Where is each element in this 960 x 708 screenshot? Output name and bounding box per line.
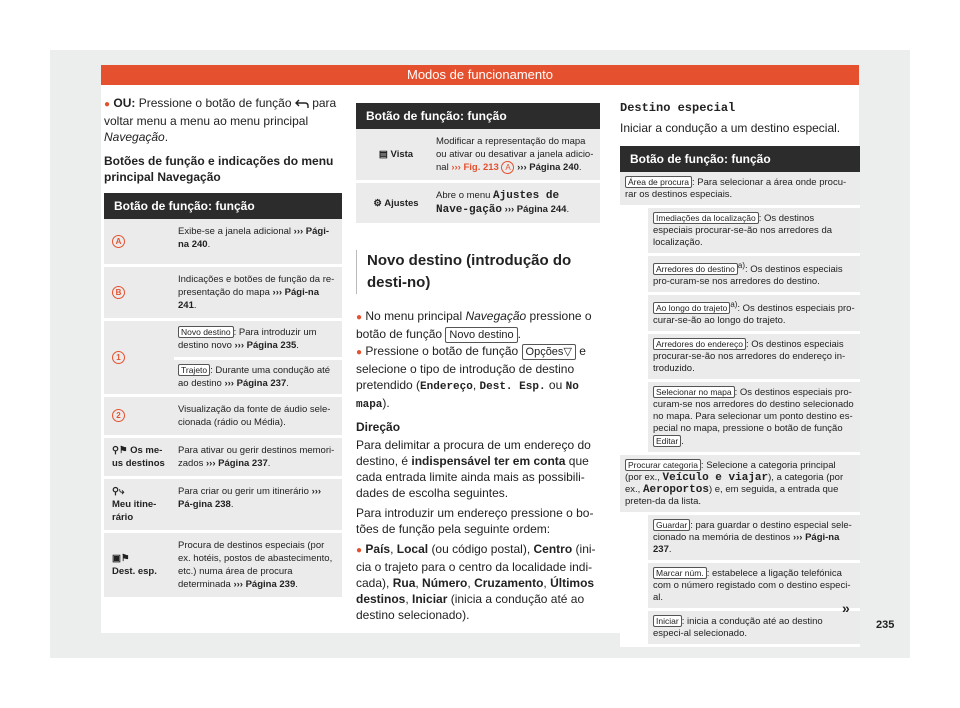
table-row: Área de procura : Para selecionar a área onde procu-rar os destinos especiais. bbox=[620, 172, 860, 208]
function-table-body bbox=[104, 219, 342, 600]
itinerary-icon: ⚲⤷ bbox=[112, 486, 125, 497]
table-row: Marcar núm. : estabelece a ligação telefónica com o número registado com o destino especi-al. bbox=[648, 563, 860, 611]
table-row: Iniciar : inicia a condução até ao destino especi-al selecionado. bbox=[648, 611, 860, 647]
table-title: Botão de função: função bbox=[356, 103, 600, 129]
table-row: ▤ Vista Modificar a representação do mapa ou ativar ou desativar a janela adicio-nal ››› Fig. 213 A ››› Página 240. bbox=[356, 129, 600, 183]
table-row: Arredores do endereço : Os destinos especiais procurar-se-ão nos arredores do endereço in-troduzido. bbox=[648, 334, 860, 382]
function-table-2 bbox=[356, 129, 600, 226]
start-button[interactable]: Iniciar bbox=[653, 615, 682, 627]
back-arrow-icon bbox=[295, 99, 309, 109]
table-row: Guardar : para guardar o destino especial sele-cionado na memória de destinos ››› Pági-na 237. bbox=[648, 515, 860, 563]
section-title-box bbox=[356, 250, 600, 294]
column-1 bbox=[104, 95, 342, 600]
table-row: ⚲⚑ Os me-us destinos Para ativar ou gerir destinos memori-zados ››› Página 237. bbox=[104, 438, 342, 479]
callout-b: B bbox=[112, 286, 125, 299]
function-table-1 bbox=[104, 193, 342, 600]
search-category-button[interactable]: Procurar categoria bbox=[625, 459, 701, 471]
save-button[interactable]: Guardar bbox=[653, 519, 690, 531]
my-destinations-icon: ⚲⚑ bbox=[112, 445, 128, 456]
step-1: ● No menu principal Navegação pressione o botão de função Novo destino . bbox=[356, 309, 592, 342]
poi-intro: Iniciar a condução a um destino especial. bbox=[620, 121, 841, 135]
new-destination-button[interactable]: Novo destino bbox=[445, 327, 517, 343]
near-address-button[interactable]: Arredores do endereço bbox=[653, 338, 746, 350]
table-row: 2 Visualização da fonte de áudio sele-cionada (rádio ou Média). bbox=[104, 397, 342, 438]
table-row: 1 Novo destino : Para introduzir um destino novo ››› Página 235. Trajeto : Durante uma condução até ao destino ››› Página 237. bbox=[104, 321, 342, 397]
route-button[interactable]: Trajeto bbox=[178, 364, 210, 376]
header-title: Modos de funcionamento bbox=[407, 67, 553, 82]
table-row: ⚲⤷ Meu itine-rário Para criar ou gerir um itinerário ››› Pá-gina 238. bbox=[104, 479, 342, 533]
table-row: ▣⚑ Dest. esp. Procura de destinos especiais (por ex. hotéis, postos de abastecimento, etc.) numa área de procura determinada ››› Página 239. bbox=[104, 533, 342, 600]
new-destination-button[interactable]: Novo destino bbox=[178, 326, 234, 338]
settings-icon: ⚙ bbox=[373, 197, 382, 209]
page-number: 235 bbox=[876, 619, 895, 631]
step-2: ● Pressione o botão de função Opções▽ e selecione o tipo de introdução de destino pretendido (Endereço, Dest. Esp. ou No mapa). bbox=[356, 344, 586, 412]
nearby-location-button[interactable]: Imediações da localização bbox=[653, 212, 759, 224]
table-row: Arredores do destino $^{a)}$: Os destinos especiais pro-curam-se nos arredores do destino. bbox=[648, 256, 860, 295]
select-on-map-button[interactable]: Selecionar no mapa bbox=[653, 386, 735, 398]
column-3 bbox=[620, 100, 860, 647]
table-row: Ao longo do trajeto $^{a)}$: Os destinos especiais pro-curar-se-ão ao longo do trajeto. bbox=[648, 295, 860, 334]
table-row: Imediações da localização : Os destinos especiais procurar-se-ão nos arredores da localização. bbox=[648, 208, 860, 256]
table-title: Botão de função: função bbox=[104, 193, 342, 219]
table-row: Procurar categoria : Selecione a categoria principal (por ex., Veículo e viajar), a categoria (por ex., Aeroportos) e, em seguida, a entrada que preten-da da lista. bbox=[620, 455, 860, 515]
order-list: ● País, Local (ou código postal), Centro (ini-cia o trajeto para o centro da localidade indi-cada), Rua, Número, Cruzamento, Últimos destinos, Iniciar (inicia a condução até ao destino selecionado). bbox=[356, 542, 596, 623]
table-title: Botão de função: função bbox=[620, 146, 860, 172]
column-2 bbox=[356, 103, 600, 623]
search-area-button[interactable]: Área de procura bbox=[625, 176, 692, 188]
continue-icon: » bbox=[842, 600, 850, 616]
section-title: Novo destino (introdução do desti-no) bbox=[367, 252, 572, 292]
section-heading: Botões de função e indicações do menu principal Navegação bbox=[104, 154, 334, 184]
bullet-icon: ● bbox=[104, 99, 111, 110]
poi-title: Destino especial bbox=[620, 101, 736, 115]
table-row: B Indicações e botões de função da re-presentação do mapa ››› Pági-na 241. bbox=[104, 267, 342, 321]
direction-paragraph-2: Para introduzir um endereço pressione o bo-tões de função pela seguinte ordem: bbox=[356, 506, 594, 537]
callout-2: 2 bbox=[112, 409, 125, 422]
options-button[interactable]: Opções▽ bbox=[522, 344, 576, 360]
view-icon: ▤ bbox=[378, 149, 388, 160]
callout-a: A bbox=[501, 161, 514, 174]
poi-icon: ▣⚑ bbox=[112, 553, 130, 564]
function-table-3 bbox=[620, 172, 860, 647]
table-row: Selecionar no mapa : Os destinos especiais pro-curam-se nos arredores do destino selecionado no mapa. Para selecionar um ponto destino es-pecial no mapa, pressione o botão de função Editar . bbox=[648, 382, 860, 455]
ou-paragraph: ● OU: Pressione o botão de função para voltar menu a menu ao menu principal Navegação. bbox=[104, 96, 337, 144]
edit-button[interactable]: Editar bbox=[653, 435, 681, 447]
direction-heading: Direção bbox=[356, 420, 401, 435]
dial-number-button[interactable]: Marcar núm. bbox=[653, 567, 707, 579]
direction-paragraph-1: Para delimitar a procura de um endereço do destino, é indispensável ter em conta que cada entrada limite ainda mais as possibili-dades de escolha seguintes. bbox=[356, 438, 591, 501]
callout-1: 1 bbox=[112, 351, 125, 364]
callout-a: A bbox=[112, 235, 125, 248]
page-header bbox=[101, 65, 859, 85]
table-row: A Exibe-se a janela adicional ››› Pági-na 240. bbox=[104, 219, 342, 267]
near-destination-button[interactable]: Arredores do destino bbox=[653, 263, 738, 275]
along-route-button[interactable]: Ao longo do trajeto bbox=[653, 302, 730, 314]
table-row: ⚙ Ajustes Abre o menu Ajustes de Nave-gação ››› Página 244. bbox=[356, 183, 600, 226]
